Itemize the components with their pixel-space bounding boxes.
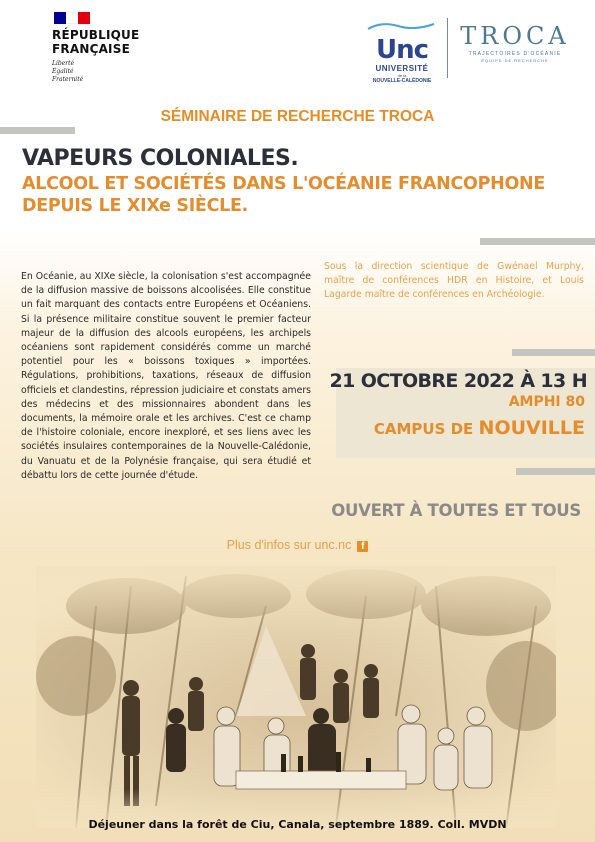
- divider-bar: [516, 468, 595, 475]
- page-subtitle-line1: ALCOOL ET SOCIÉTÉS DANS L'OCÉANIE FRANCOPHONE: [22, 174, 546, 194]
- unc-logo: [362, 18, 442, 84]
- campus-prefix: CAMPUS DE: [373, 420, 474, 438]
- unc-line2: de la: [397, 73, 407, 78]
- troca-subtitle: TRAJECTOIRES D'OCÉANIE: [468, 51, 562, 57]
- unc-mark: Unc: [375, 35, 429, 65]
- campus-name: NOUVILLE: [478, 417, 585, 439]
- divider-bar: [512, 349, 595, 356]
- republique-francaise-logo: [52, 12, 142, 84]
- historical-photo: [36, 566, 556, 828]
- page-title: VAPEURS COLONIALES.: [22, 146, 299, 171]
- more-info: [0, 538, 595, 552]
- divider-bar: [0, 127, 75, 134]
- seminar-label: SÉMINAIRE DE RECHERCHE TROCA: [160, 108, 435, 125]
- unc-line1: UNIVERSITÉ: [375, 64, 429, 73]
- photo-caption: Déjeuner dans la forêt de Ciu, Canala, septembre 1889. Coll. MVDN: [88, 818, 507, 831]
- direction-paragraph: Sous la direction scientique de Gwénael Murphy, maître de conférences HDR en Histoire, et Louis Lagarde maître de conférences en Archéologie.: [324, 261, 584, 301]
- logo-divider: [447, 18, 448, 78]
- event-room: AMPHI 80: [508, 394, 585, 410]
- troca-team: ÉQUIPE DE RECHERCHE: [481, 58, 549, 63]
- event-date: 21 OCTOBRE 2022 À 13 H: [329, 370, 587, 392]
- unc-line3: NOUVELLE-CALÉDONIE: [372, 78, 432, 84]
- page-subtitle-line2: DEPUIS LE XIXe SIÈCLE.: [22, 196, 248, 216]
- title-block: [22, 145, 582, 217]
- open-to-all: OUVERT À TOUTES ET TOUS: [331, 501, 581, 520]
- rf-title: RÉPUBLIQUE FRANÇAISE: [52, 28, 140, 56]
- event-campus: [374, 417, 585, 439]
- troca-name: TROCA: [460, 22, 570, 50]
- more-info-link[interactable]: Plus d'infos sur unc.nc: [226, 538, 352, 552]
- unc-wave-icon: [362, 21, 442, 31]
- rf-motto: Liberté Égalité Fraternité: [52, 60, 84, 83]
- divider-bar: [480, 238, 595, 245]
- troca-logo: [455, 22, 575, 64]
- facebook-icon[interactable]: f: [357, 541, 368, 552]
- description-paragraph: En Océanie, au XIXe siècle, la colonisation s'est accompagnée de la diffusion massive de boissons alcoolisées. Elle constitue un fait marquant des contacts entre Européens et Océaniens. Si la présence militaire constitue souvent le premier facteur majeur de la diffusion des alcools européens, les archipels océaniens sont rapidement considérés comme un marché potentiel pour les « boissons toxiques » importées. Régulations, prohibitions, taxations, réseaux de diffusion officiels et clandestins, répression judiciaire et constats amers des médecins et des missionnaires abondent dans les documents, la mémoire orale et les archives. C'est ce champ de l'histoire coloniale, encore inexploré, et ses liens avec les sociétés insulaires contemporaines de la Nouvelle-Calédonie, du Vanuatu et de la Polynésie française, qui sera étudié et débattu lors de cette journée d'étude.: [21, 271, 311, 481]
- french-flag-icon: [54, 12, 90, 24]
